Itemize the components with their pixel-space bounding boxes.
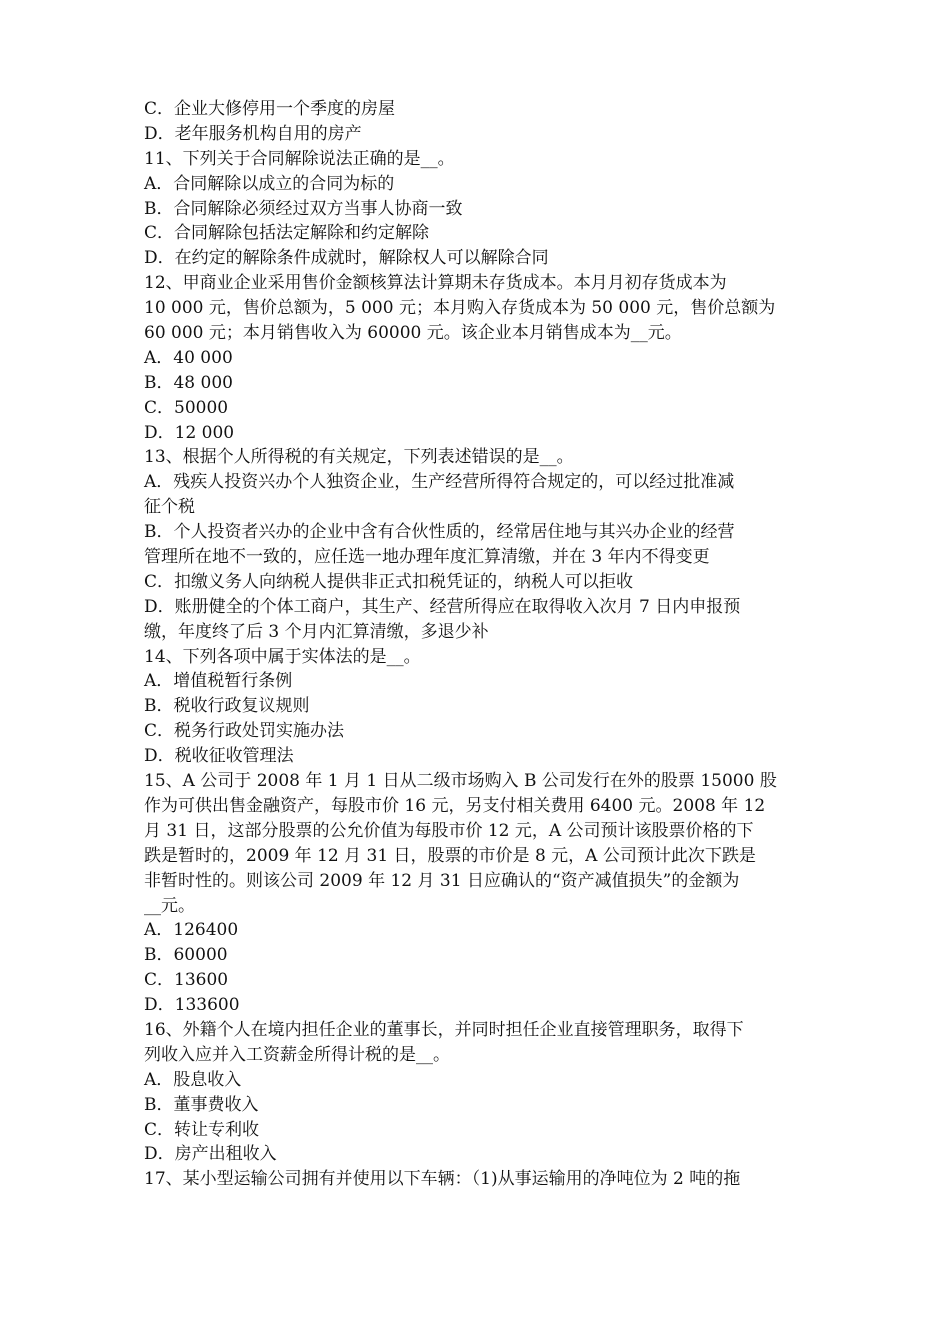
question-14: 14、下列各项中属于实体法的是__。 [144, 646, 421, 667]
question-15-line-5: 非暂时性的。则该公司 2009 年 12 月 31 日应确认的“资产减值损失”的金额为 [144, 870, 740, 891]
option-d-q11: D．在约定的解除条件成就时，解除权人可以解除合同 [144, 248, 549, 269]
question-15-line-2: 作为可供出售金融资产，每股市价 16 元，另支付相关费用 6400 元。2008 年 12 [144, 795, 766, 816]
option-c-q13: C．扣缴义务人向纳税人提供非正式扣税凭证的，纳税人可以拒收 [144, 571, 634, 592]
option-d-q12: D．12 000 [144, 422, 235, 443]
question-11: 11、下列关于合同解除说法正确的是__。 [144, 148, 455, 169]
option-a-q13-line-1: A．残疾人投资兴办个人独资企业，生产经营所得符合规定的，可以经过批准减 [144, 472, 735, 493]
option-b-q11: B．合同解除必须经过双方当事人协商一致 [144, 198, 463, 219]
question-15-line-3: 月 31 日，这部分股票的公允价值为每股市价 12 元，A 公司预计该股票价格的下 [144, 820, 754, 841]
option-c-q14: C．税务行政处罚实施办法 [144, 721, 345, 742]
option-c-q11: C．合同解除包括法定解除和约定解除 [144, 223, 430, 244]
option-d-q15: D．133600 [144, 995, 240, 1016]
question-16-line-2: 列收入应并入工资薪金所得计税的是__。 [144, 1044, 450, 1065]
question-12-line-1: 12、甲商业企业采用售价金额核算法计算期未存货成本。本月月初存货成本为 [144, 273, 727, 294]
option-a-q15: A．126400 [144, 920, 239, 941]
option-b-q16: B．董事费收入 [144, 1094, 259, 1115]
option-c-q12: C．50000 [144, 397, 229, 418]
option-b-q12: B．48 000 [144, 372, 233, 393]
option-d-q16: D．房产出租收入 [144, 1144, 277, 1165]
question-13: 13、根据个人所得税的有关规定，下列表述错误的是__。 [144, 447, 574, 468]
option-c-q10: C．企业大修停用一个季度的房屋 [144, 99, 396, 119]
option-d-q14: D．税收征收管理法 [144, 746, 294, 767]
question-17-line-1: 17、某小型运输公司拥有并使用以下车辆：（1)从事运输用的净吨位为 2 吨的拖 [144, 1169, 741, 1190]
option-b-q13-line-1: B．个人投资者兴办的企业中含有合伙性质的，经常居住地与其兴办企业的经营 [144, 522, 735, 543]
question-12-line-2: 10 000 元，售价总额为，5 000 元；本月购入存货成本为 50 000 元，售价总额为 [144, 298, 776, 319]
question-15-line-1: 15、A 公司于 2008 年 1 月 1 日从二级市场购入 B 公司发行在外的股票 15000 股 [144, 771, 777, 792]
option-d-q10: D．老年服务机构自用的房产 [144, 123, 362, 144]
option-a-q11: A．合同解除以成立的合同为标的 [144, 173, 395, 194]
question-16-line-1: 16、外籍个人在境内担任企业的董事长，并同时担任企业直接管理职务，取得下 [144, 1019, 744, 1040]
option-b-q14: B．税收行政复议规则 [144, 696, 310, 717]
question-15-line-4: 跌是暂时的，2009 年 12 月 31 日，股票的市价是 8 元，A 公司预计此次下跌是 [144, 845, 756, 866]
option-d-q13-line-2: 缴，年度终了后 3 个月内汇算清缴，多退少补 [144, 621, 489, 642]
option-a-q14: A．增值税暂行条例 [144, 671, 293, 692]
question-15-line-6: __元。 [144, 895, 195, 916]
option-a-q12: A．40 000 [144, 347, 233, 368]
option-c-q16: C．转让专利收 [144, 1119, 260, 1140]
option-a-q16: A．股息收入 [144, 1069, 242, 1090]
document-body [144, 97, 810, 1192]
option-d-q13-line-1: D．账册健全的个体工商户，其生产、经营所得应在取得收入次月 7 日内申报预 [144, 596, 741, 617]
option-a-q13-line-2: 征个税 [144, 497, 195, 518]
question-12-line-3: 60 000 元；本月销售收入为 60000 元。该企业本月销售成本为__元。 [144, 323, 682, 344]
option-c-q15: C．13600 [144, 970, 229, 991]
option-b-q15: B．60000 [144, 945, 228, 966]
option-b-q13-line-2: 管理所在地不一致的，应任选一地办理年度汇算清缴，并在 3 年内不得变更 [144, 547, 710, 568]
